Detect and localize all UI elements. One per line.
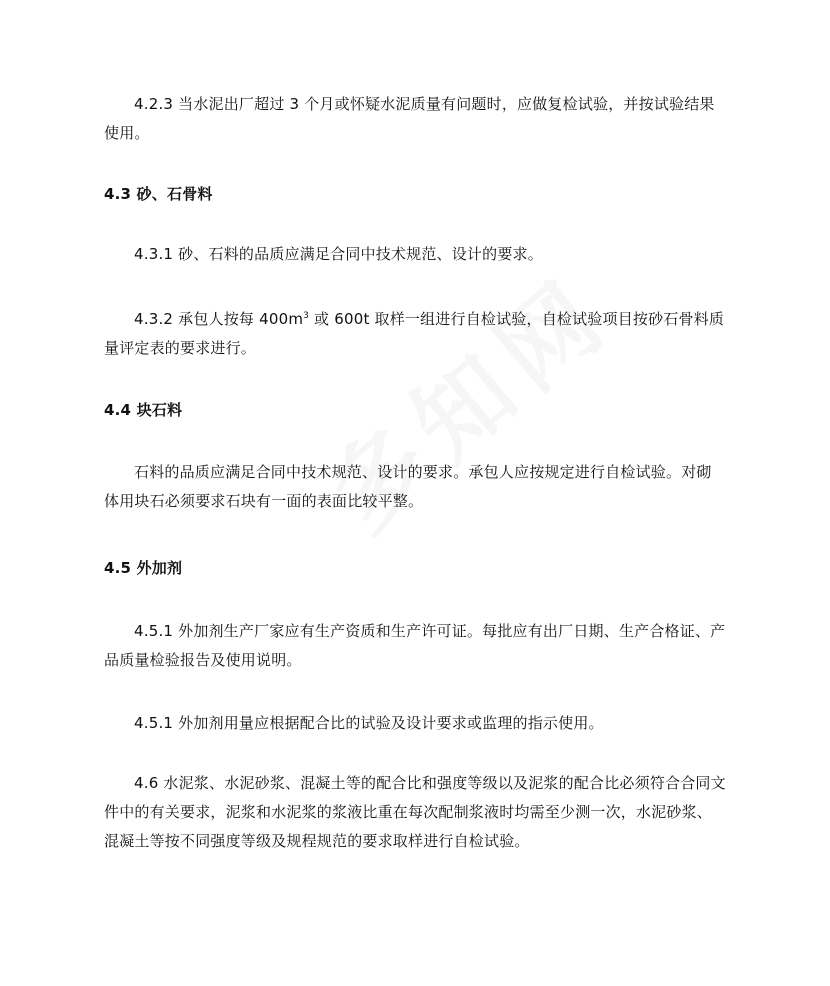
paragraph-4-5-1a: 4.5.1 外加剂生产厂家应有生产资质和生产许可证。每批应有出厂日期、生产合格证、产品质量检验报告及使用说明。 bbox=[104, 622, 726, 669]
heading-4-3: 4.3 砂、石骨料 bbox=[104, 185, 213, 203]
paragraph-4-3-2 bbox=[104, 305, 726, 363]
superscript-cubic: 3 bbox=[303, 311, 310, 321]
paragraph-4-6: 4.6 水泥浆、水泥砂浆、混凝土等的配合比和强度等级以及泥浆的配合比必须符合合同文件中的有关要求，泥浆和水泥浆的浆液比重在每次配制浆液时均需至少测一次，水泥砂浆、混凝土等按不同强度等级及规程规范的要求取样进行自检试验。 bbox=[104, 774, 726, 850]
paragraph-4-5-1b: 4.5.1 外加剂用量应根据配合比的试验及设计要求或监理的指示使用。 bbox=[134, 714, 604, 732]
paragraph-4-3-2-pre: 4.3.2 承包人按每 400m bbox=[134, 310, 304, 328]
paragraph-4-2-3: 4.2.3 当水泥出厂超过 3 个月或怀疑水泥质量有问题时，应做复检试验，并按试验结果使用。 bbox=[104, 95, 715, 142]
paragraph-4-3-1: 4.3.1 砂、石料的品质应满足合同中技术规范、设计的要求。 bbox=[134, 245, 543, 263]
paragraph-4-3-2-post: 或 600t 取样一组进行自检试验，自检试验项目按砂石骨料质量评定表的要求进行。 bbox=[104, 310, 725, 357]
heading-4-4: 4.4 块石料 bbox=[104, 401, 183, 419]
heading-4-5: 4.5 外加剂 bbox=[104, 559, 183, 577]
paragraph-4-4: 石料的品质应满足合同中技术规范、设计的要求。承包人应按规定进行自检试验。对砌体用块石必须要求石块有一面的表面比较平整。 bbox=[104, 463, 712, 510]
